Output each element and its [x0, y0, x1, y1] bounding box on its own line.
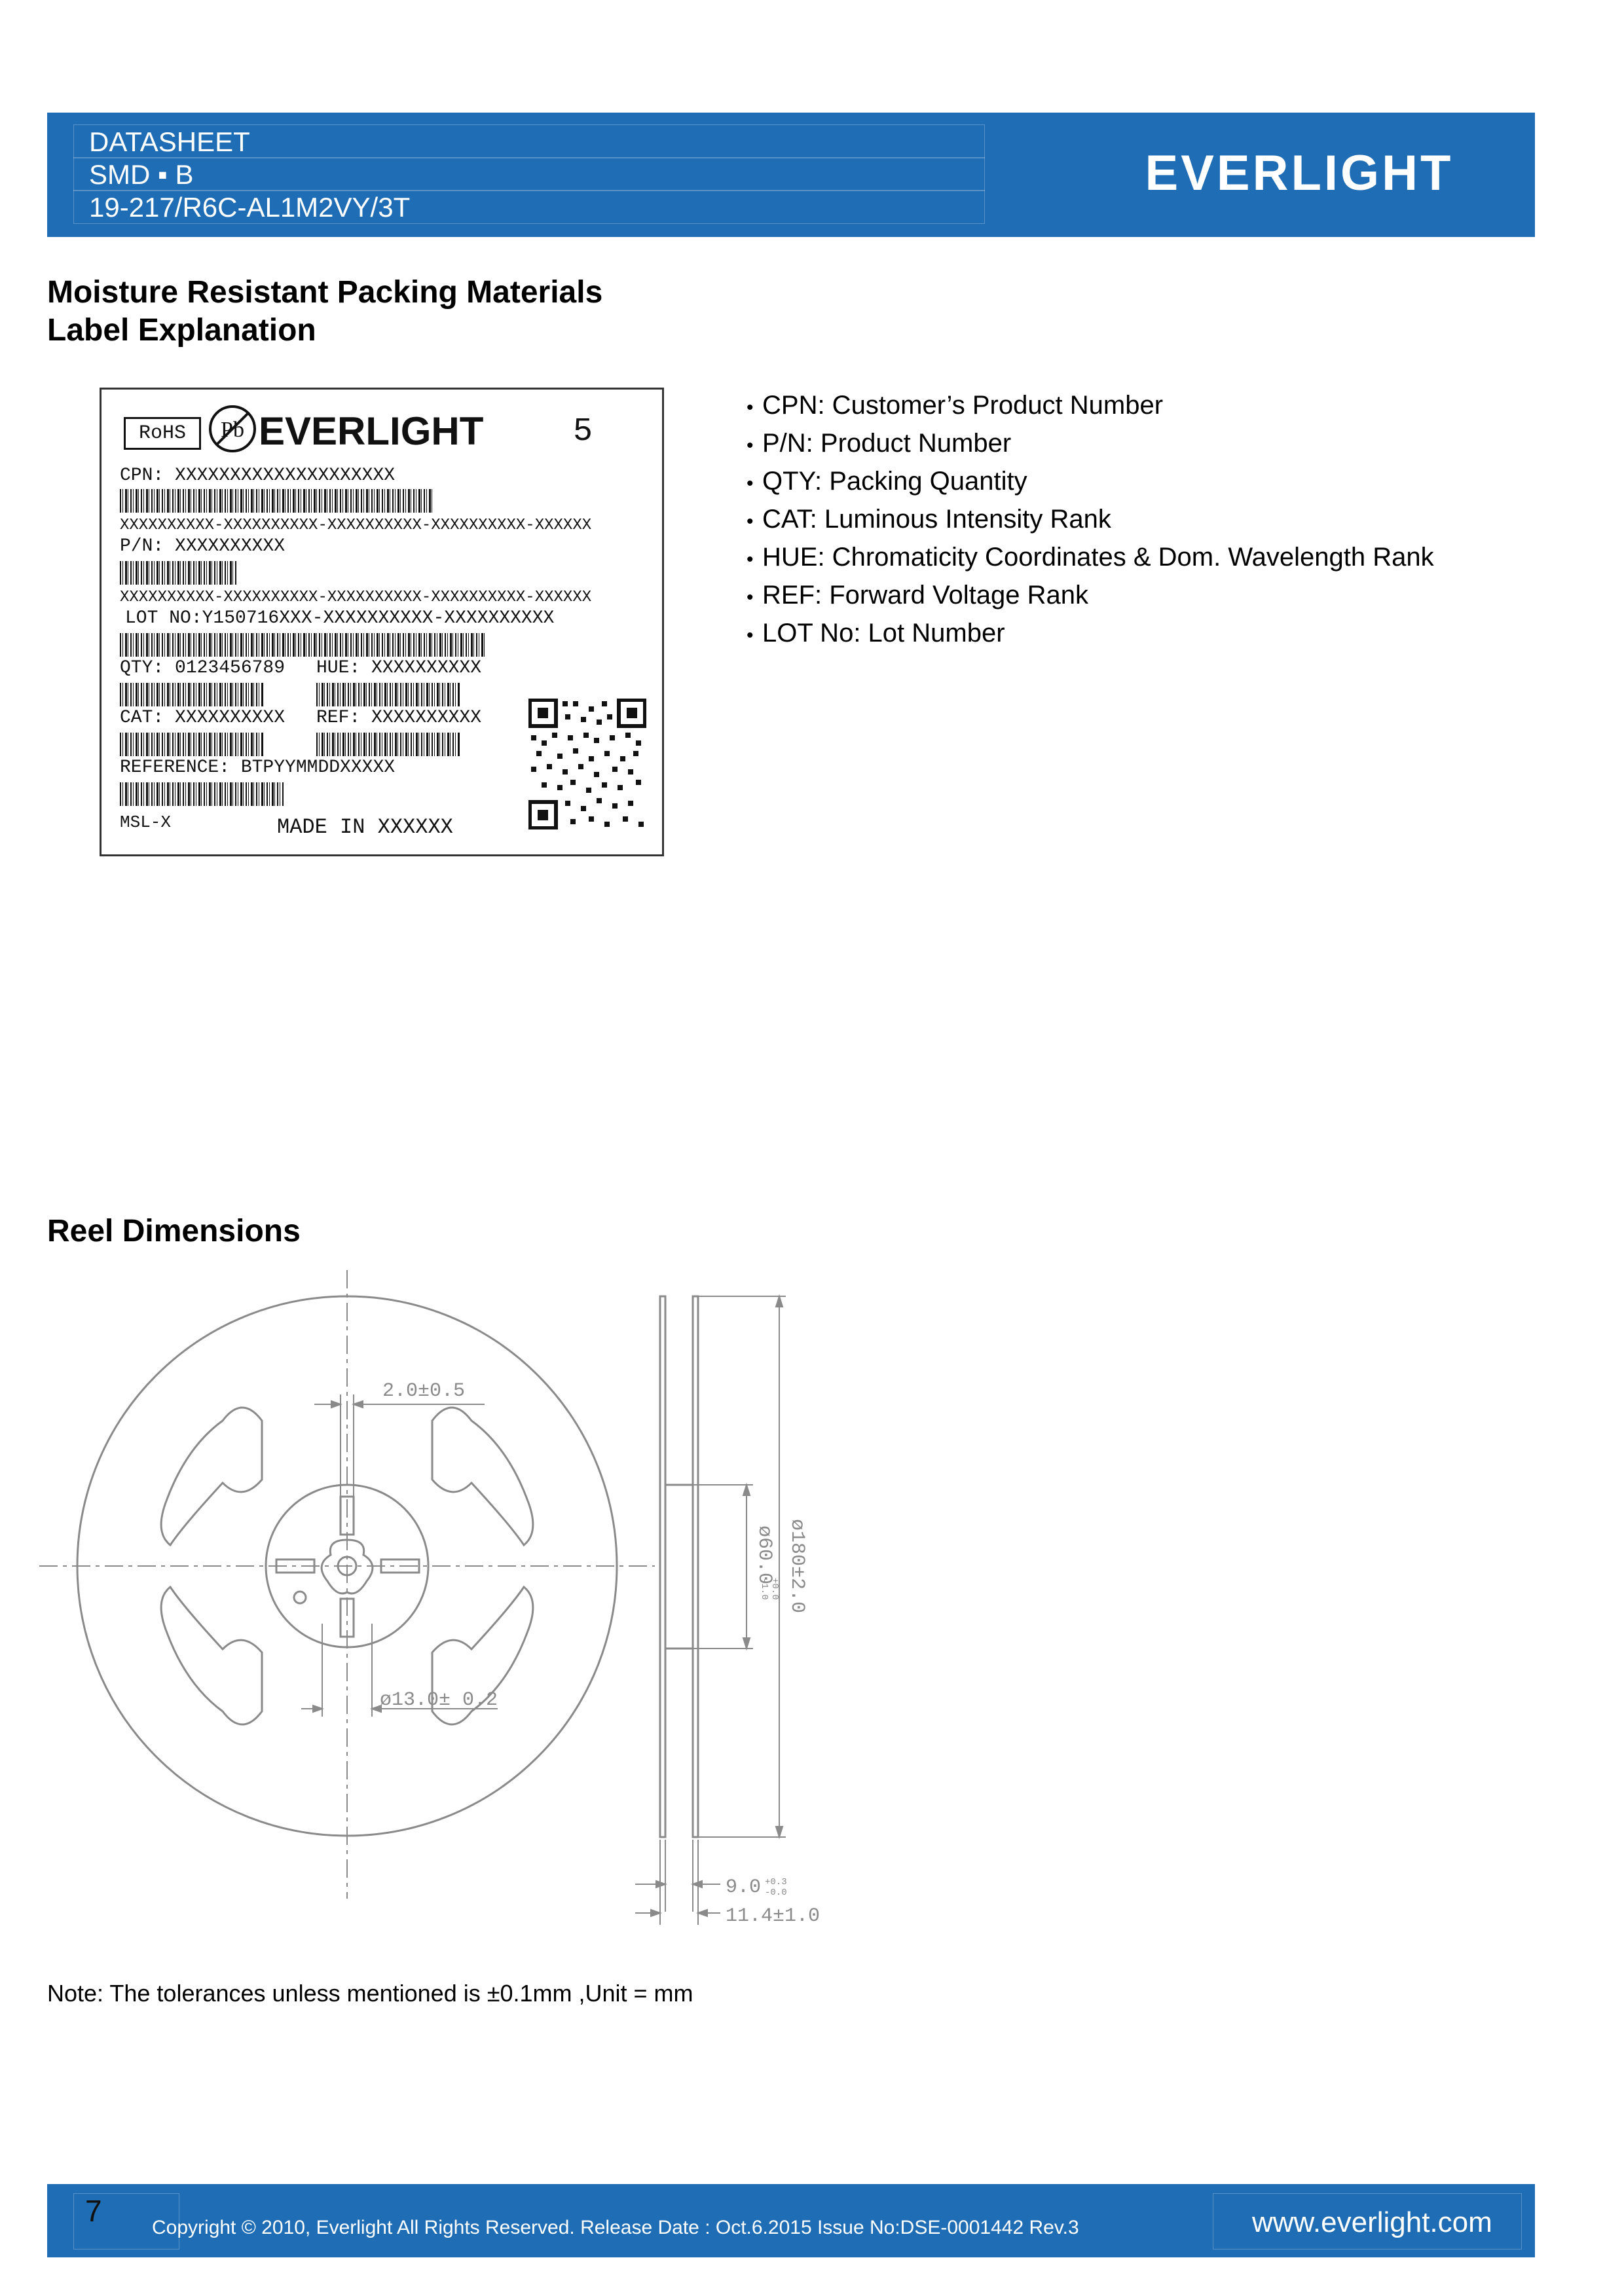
barcode [120, 561, 238, 585]
header-grid-cell [73, 157, 985, 191]
dim-inner-tol-plus: +0.0 [769, 1578, 780, 1600]
dim-slot: 2.0±0.5 [382, 1380, 466, 1402]
label-hue: HUE: XXXXXXXXXX [316, 658, 482, 678]
pb-free-icon [206, 403, 259, 455]
section-title-reel: Reel Dimensions [47, 1214, 301, 1248]
barcode [120, 733, 264, 756]
dim-inner-tol-minus: -1.0 [759, 1578, 769, 1600]
barcode [120, 633, 487, 657]
legend-text: HUE: Chromaticity Coordinates & Dom. Wavelength Rank [762, 543, 1434, 572]
barcode [120, 489, 434, 513]
dim-total: 11.4±1.0 [726, 1905, 821, 1927]
legend-item: • P/N: Product Number [747, 429, 1012, 458]
website-link[interactable]: www.everlight.com [1252, 2206, 1492, 2238]
label-qty: QTY: 0123456789 [120, 658, 286, 678]
barcode [120, 782, 284, 806]
barcode [316, 683, 460, 706]
qr-code [528, 699, 646, 829]
section-title-label: Label Explanation [47, 313, 316, 348]
footer-bar [47, 2184, 1535, 2257]
barcode [120, 683, 264, 706]
label-brand-logo [259, 409, 507, 451]
label-pn: P/N: XXXXXXXXXX [120, 536, 286, 556]
label-cpn: CPN: XXXXXXXXXXXXXXXXXXXX [120, 465, 396, 486]
side-hub [665, 1485, 693, 1649]
legend-item: • CAT: Luminous Intensity Rank [747, 505, 1111, 534]
section-title-packing: Moisture Resistant Packing Materials [47, 275, 603, 310]
label-brand-text: EVERLIGHT [259, 409, 484, 451]
legend-text: REF: Forward Voltage Rank [762, 581, 1088, 610]
rohs-badge: RoHS [124, 417, 201, 450]
pb-text: Pb [221, 418, 244, 442]
dim-width: 9.0 [726, 1876, 762, 1899]
label-made-in: MADE IN XXXXXX [277, 815, 453, 839]
label-msl: MSL-X [120, 812, 172, 832]
legend-text: CPN: Customer’s Product Number [762, 391, 1164, 420]
legend-text: P/N: Product Number [762, 429, 1012, 458]
brand-text: EVERLIGHT [1145, 147, 1454, 199]
legend-text: QTY: Packing Quantity [762, 467, 1027, 496]
label-reference: REFERENCE: BTPYYMMDDXXXXX [120, 757, 396, 778]
dim-hub: ø13.0± 0.2 [380, 1689, 498, 1711]
tolerance-note: Note: The tolerances unless mentioned is ±0.1mm ,Unit = mm [47, 1980, 693, 2007]
dim-outer: ø180±2.0 [786, 1519, 808, 1614]
legend-item: • LOT No: Lot Number [747, 619, 1005, 647]
page-number: 7 [85, 2194, 102, 2228]
label-legend [747, 388, 1434, 653]
hub-pin [294, 1592, 306, 1603]
label-cat: CAT: XXXXXXXXXX [120, 708, 286, 728]
label-code-1: XXXXXXXXXX-XXXXXXXXXX-XXXXXXXXXX-XXXXXXXXXX-XXXXXX [120, 517, 592, 534]
part-number: 19-217/R6C-AL1M2VY/3T [89, 192, 411, 223]
dim-inner: ø60.0 [753, 1525, 775, 1585]
copyright: Copyright © 2010, Everlight All Rights Reserved. Release Date : Oct.6.2015 Issue No:DSE-0001442 Rev.3 [152, 2217, 1079, 2238]
reel-window [432, 1408, 533, 1545]
product-series: SMD ▪ B [89, 159, 194, 190]
reel-window [161, 1408, 262, 1545]
dim-width-tol-plus: +0.3 [765, 1877, 787, 1887]
label-sample [100, 388, 664, 856]
label-ref: REF: XXXXXXXXXX [316, 708, 482, 728]
reel-window [161, 1587, 262, 1724]
doc-type: DATASHEET [89, 126, 250, 157]
barcode [316, 733, 460, 756]
label-number: 5 [573, 413, 593, 450]
legend-text: CAT: Luminous Intensity Rank [762, 505, 1111, 534]
legend-item: • REF: Forward Voltage Rank [747, 581, 1088, 610]
dim-width-tol-minus: -0.0 [765, 1887, 787, 1898]
label-code-2: XXXXXXXXXX-XXXXXXXXXX-XXXXXXXXXX-XXXXXXXXXX-XXXXXX [120, 589, 592, 606]
everlight-logo [1109, 147, 1489, 199]
header-bar [47, 113, 1535, 237]
legend-item: • CPN: Customer’s Product Number [747, 391, 1164, 420]
legend-item: • QTY: Packing Quantity [747, 467, 1027, 496]
legend-text: LOT No: Lot Number [762, 619, 1005, 647]
label-lot: LOT NO:Y150716XXX-XXXXXXXXXX-XXXXXXXXXX [125, 608, 555, 629]
legend-item: • HUE: Chromaticity Coordinates & Dom. Wavelength Rank [747, 543, 1434, 572]
reel-drawing [26, 1257, 877, 1938]
